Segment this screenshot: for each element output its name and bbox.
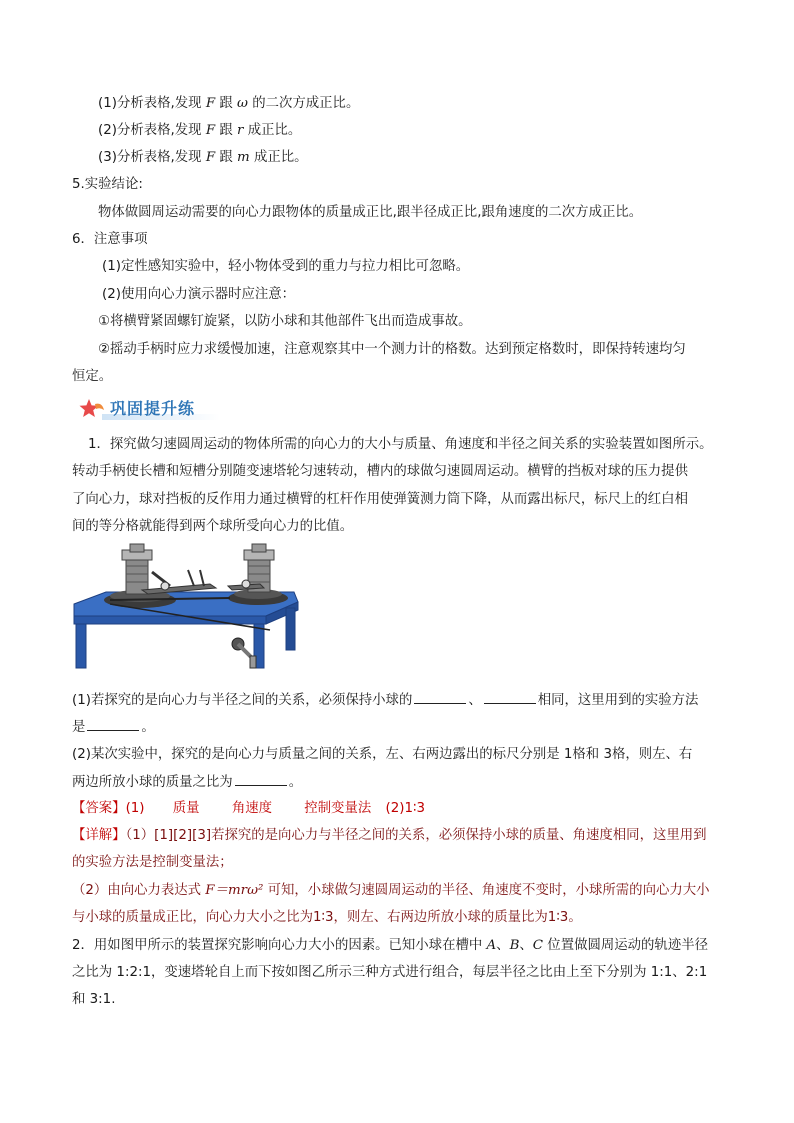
notes-item-4-line-1: ②摇动手柄时应力求缓慢加速，注意观察其中一个测力计的格数。达到预定格数时，即保持转速均匀 bbox=[98, 342, 686, 357]
q1-stem-line-2: 转动手柄使长槽和短槽分别随变速塔轮匀速转动，槽内的球做匀速圆周运动。横臂的挡板对球的压力提供 bbox=[72, 464, 688, 479]
conclusion-text: 物体做圆周运动需要的向心力跟物体的质量成正比,跟半径成正比,跟角速度的二次方成正比。 bbox=[98, 205, 643, 220]
notes-item-1: (1)定性感知实验中，轻小物体受到的重力与拉力相比可忽略。 bbox=[102, 259, 470, 274]
q1-part1-line-2: 是 。 bbox=[72, 717, 155, 738]
analysis-line-2: (2)分析表格,发现 F 跟 r 成正比。 bbox=[98, 123, 302, 138]
answer-blank-4[interactable] bbox=[235, 772, 287, 786]
analysis-line-1: (1)分析表格,发现 F 跟 ω 的二次方成正比。 bbox=[98, 96, 360, 111]
q1-answer: 【答案】(1) 质量 角速度 控制变量法 (2)1∶3 bbox=[72, 801, 425, 816]
q2-stem-line-2: 之比为 1:2:1，变速塔轮自上而下按如图乙所示三种方式进行组合，每层半径之比由上至下分别为 1:1、2:1 bbox=[72, 965, 708, 980]
q2-stem-line-1: 2．用如图甲所示的装置探究影响向心力大小的因素。已知小球在槽中 A、B、C 位置做圆周运动的轨迹半径 bbox=[72, 938, 708, 953]
q1-detail-line-4: 与小球的质量成正比，向心力大小之比为1∶3，则左、右两边所放小球的质量比为1∶3。 bbox=[72, 910, 582, 925]
answer-blank-2[interactable] bbox=[484, 690, 536, 704]
section-title: 巩固提升练 bbox=[110, 399, 196, 418]
analysis-line-3: (3)分析表格,发现 F 跟 m 成正比。 bbox=[98, 150, 308, 165]
notes-item-2: (2)使用向心力演示器时应注意： bbox=[102, 287, 296, 302]
q1-detail-line-3: （2）由向心力表达式 F＝mrω² 可知，小球做匀速圆周运动的半径、角速度不变时，小球所需的向心力大小 bbox=[72, 883, 710, 898]
q1-stem-line-4: 间的等分格就能得到两个球所受向心力的比值。 bbox=[72, 519, 354, 534]
q2-stem-line-3: 和 3:1. bbox=[72, 992, 116, 1007]
conclusion-title: 5.实验结论: bbox=[72, 177, 143, 192]
q1-stem-line-3: 了向心力，球对挡板的反作用力通过横臂的杠杆作用使弹簧测力筒下降，从而露出标尺，标尺上的红白相 bbox=[72, 492, 688, 507]
notes-item-4-line-2: 恒定。 bbox=[72, 369, 113, 384]
notes-title: 6．注意事项 bbox=[72, 232, 148, 247]
q1-part1-line-1: (1)若探究的是向心力与半径之间的关系，必须保持小球的 、 相同，这里用到的实验方法 bbox=[72, 690, 698, 711]
notes-item-3: ①将横臂紧固螺钉旋紧，以防小球和其他部件飞出而造成事故。 bbox=[98, 314, 472, 329]
answer-blank-1[interactable] bbox=[414, 690, 466, 704]
q1-detail-line-2: 的实验方法是控制变量法； bbox=[72, 855, 233, 870]
q1-part2-line-2: 两边所放小球的质量之比为 。 bbox=[72, 772, 302, 793]
q1-stem-line-1: 1．探究做匀速圆周运动的物体所需的向心力的大小与质量、角速度和半径之间关系的实验装置如图所示。 bbox=[88, 437, 713, 452]
formula: F＝mrω² bbox=[205, 883, 264, 898]
q1-part2-line-1: (2)某次实验中，探究的是向心力与质量之间的关系，左、右两边露出的标尺分别是 1格和 3格，则左、右 bbox=[72, 747, 693, 762]
q1-detail-line-1: 【详解】（1）[1][2][3]若探究的是向心力与半径之间的关系，必须保持小球的质量、角速度相同，这里用到 bbox=[72, 828, 707, 843]
answer-blank-3[interactable] bbox=[87, 717, 139, 731]
centripetal-force-apparatus-image bbox=[70, 540, 302, 680]
